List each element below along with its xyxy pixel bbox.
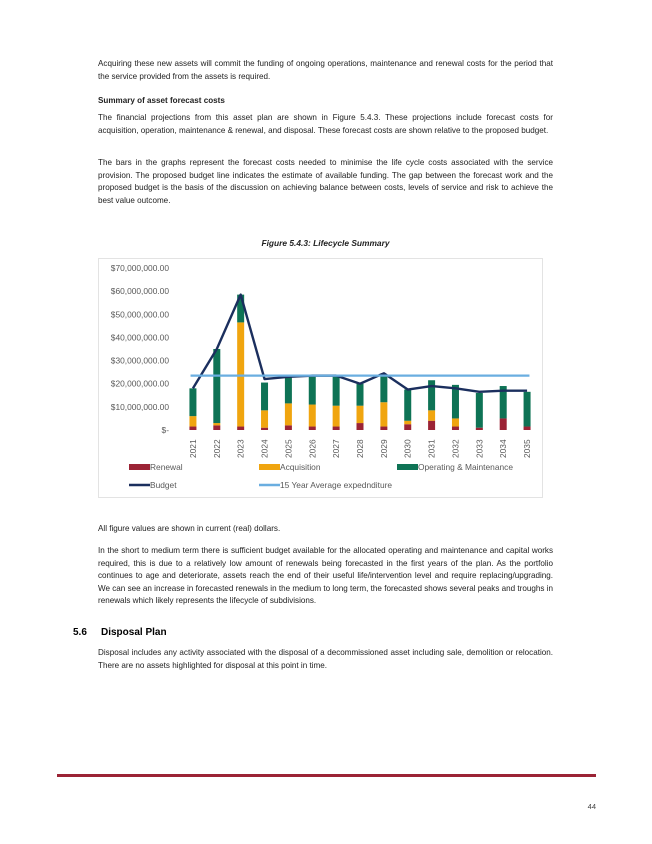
legend-label-operating-maintenance: Operating & Maintenance [418, 462, 513, 472]
y-tick-label: $- [161, 425, 169, 435]
x-tick-label: 2035 [522, 439, 533, 458]
bar-renewal [285, 425, 292, 430]
bar-renewal [261, 428, 268, 430]
bar-acquisition [213, 423, 220, 425]
bar-operating-maintenance [380, 374, 387, 402]
bar-operating-maintenance [285, 376, 292, 404]
bar-acquisition [404, 421, 411, 424]
bar-renewal [357, 423, 364, 430]
bar-renewal [524, 427, 531, 430]
x-tick-label: 2021 [187, 439, 198, 458]
figure-caption: Figure 5.4.3: Lifecycle Summary [261, 238, 390, 248]
x-tick-label: 2022 [211, 439, 222, 458]
y-tick-label: $70,000,000.00 [110, 263, 169, 273]
summary-paragraph-2: The bars in the graphs represent the forecast costs needed to minimise the life cycle costs associated with the service provision. The proposed budget line indicates the estimate of available funding. The gap between the forecast work and the proposed budget is the basis of the discussion on achieving balance between costs, levels of service and risk to achieve the best value outcome. [98, 158, 553, 205]
bar-renewal [428, 421, 435, 430]
x-tick-label: 2034 [498, 439, 509, 458]
bar-operating-maintenance [189, 388, 196, 416]
bar-acquisition [261, 410, 268, 427]
x-tick-label: 2025 [283, 439, 294, 458]
bar-acquisition [357, 406, 364, 423]
y-tick-label: $10,000,000.00 [110, 401, 169, 412]
bar-renewal [333, 427, 340, 430]
y-tick-label: $30,000,000.00 [110, 355, 169, 366]
lifecycle-chart [98, 258, 543, 498]
y-tick-label: $40,000,000.00 [110, 332, 169, 343]
summary-paragraph-1: The financial projections from this asset plan are shown in Figure 5.4.3. These projections include forecast costs for acquisition, operation, maintenance & renewal, and disposal. These forecast costs are shown relative to the proposed budget. [98, 113, 553, 135]
y-tick-label: $20,000,000.00 [110, 378, 169, 389]
bar-renewal [452, 427, 459, 430]
legend-swatch-renewal [129, 464, 150, 470]
footer-rule [57, 774, 596, 777]
y-tick-label: $60,000,000.00 [110, 286, 169, 297]
legend-label-budget: Budget [150, 480, 177, 490]
legend-swatch-acquisition [259, 464, 280, 470]
bar-operating-maintenance [524, 392, 531, 427]
intro-paragraph: Acquiring these new assets will commit the funding of ongoing operations, maintenance and renewal costs for the period that the service provided from the assets is required. [98, 59, 553, 81]
values-note: All figure values are shown in current (real) dollars. [98, 524, 281, 533]
bar-acquisition [285, 403, 292, 425]
legend-label-15-year-average-expednditure: 15 Year Average expednditure [280, 480, 393, 490]
bar-renewal [476, 428, 483, 430]
bar-renewal [237, 427, 244, 430]
bar-renewal [309, 427, 316, 430]
bar-operating-maintenance [213, 349, 220, 423]
x-tick-label: 2023 [235, 439, 246, 458]
x-tick-label: 2031 [426, 439, 437, 458]
bar-acquisition [333, 406, 340, 427]
page-number: 44 [587, 802, 596, 811]
x-tick-label: 2024 [259, 439, 270, 458]
bar-renewal [500, 418, 507, 430]
bar-acquisition [428, 410, 435, 420]
legend-label-acquisition: Acquisition [280, 462, 321, 472]
bar-renewal [213, 425, 220, 430]
section-body: Disposal includes any activity associated with the disposal of a decommissioned asset including sale, demolition or relocation. There are no assets highlighted for disposal at this point in time. [98, 648, 553, 670]
bar-acquisition [452, 418, 459, 426]
bar-renewal [189, 427, 196, 430]
section-number: 5.6 [73, 627, 87, 638]
bar-renewal [404, 424, 411, 430]
bar-acquisition [309, 405, 316, 427]
x-tick-label: 2032 [450, 439, 461, 458]
legend-label-renewal: Renewal [150, 462, 183, 472]
y-tick-label: $50,000,000.00 [110, 309, 169, 320]
x-tick-label: 2029 [378, 439, 389, 458]
bar-acquisition [189, 416, 196, 426]
analysis-paragraph: In the short to medium term there is sufficient budget available for the allocated operating and maintenance and capital works required, this is due to a relatively low amount of renewals being forecasted in the first years of the plan. As the portfolio continues to age and deteriorate, assets reach the end of their useful life/intervention level and require replacing/upgrading. We can see an increase in forecasted renewals in the medium to long term, the forecasted shows several peaks and troughs in renewals which likely represents the lifecycle of subdivisions. [98, 546, 553, 606]
x-tick-label: 2027 [331, 439, 342, 458]
x-tick-label: 2033 [474, 439, 485, 458]
legend-swatch-operating-maintenance [397, 464, 418, 470]
bar-renewal [380, 427, 387, 430]
bar-acquisition [237, 322, 244, 426]
bar-operating-maintenance [357, 384, 364, 406]
bar-operating-maintenance [261, 383, 268, 411]
bar-operating-maintenance [404, 390, 411, 421]
x-tick-label: 2030 [402, 439, 413, 458]
bar-operating-maintenance [309, 376, 316, 405]
bar-operating-maintenance [333, 377, 340, 406]
x-tick-label: 2028 [355, 439, 365, 458]
section-heading [73, 627, 167, 638]
bar-operating-maintenance [476, 393, 483, 428]
summary-heading: Summary of asset forecast costs [98, 96, 225, 105]
bar-acquisition [380, 402, 387, 426]
bar-operating-maintenance [428, 380, 435, 410]
section-title: Disposal Plan [101, 627, 167, 638]
x-tick-label: 2026 [307, 439, 318, 458]
